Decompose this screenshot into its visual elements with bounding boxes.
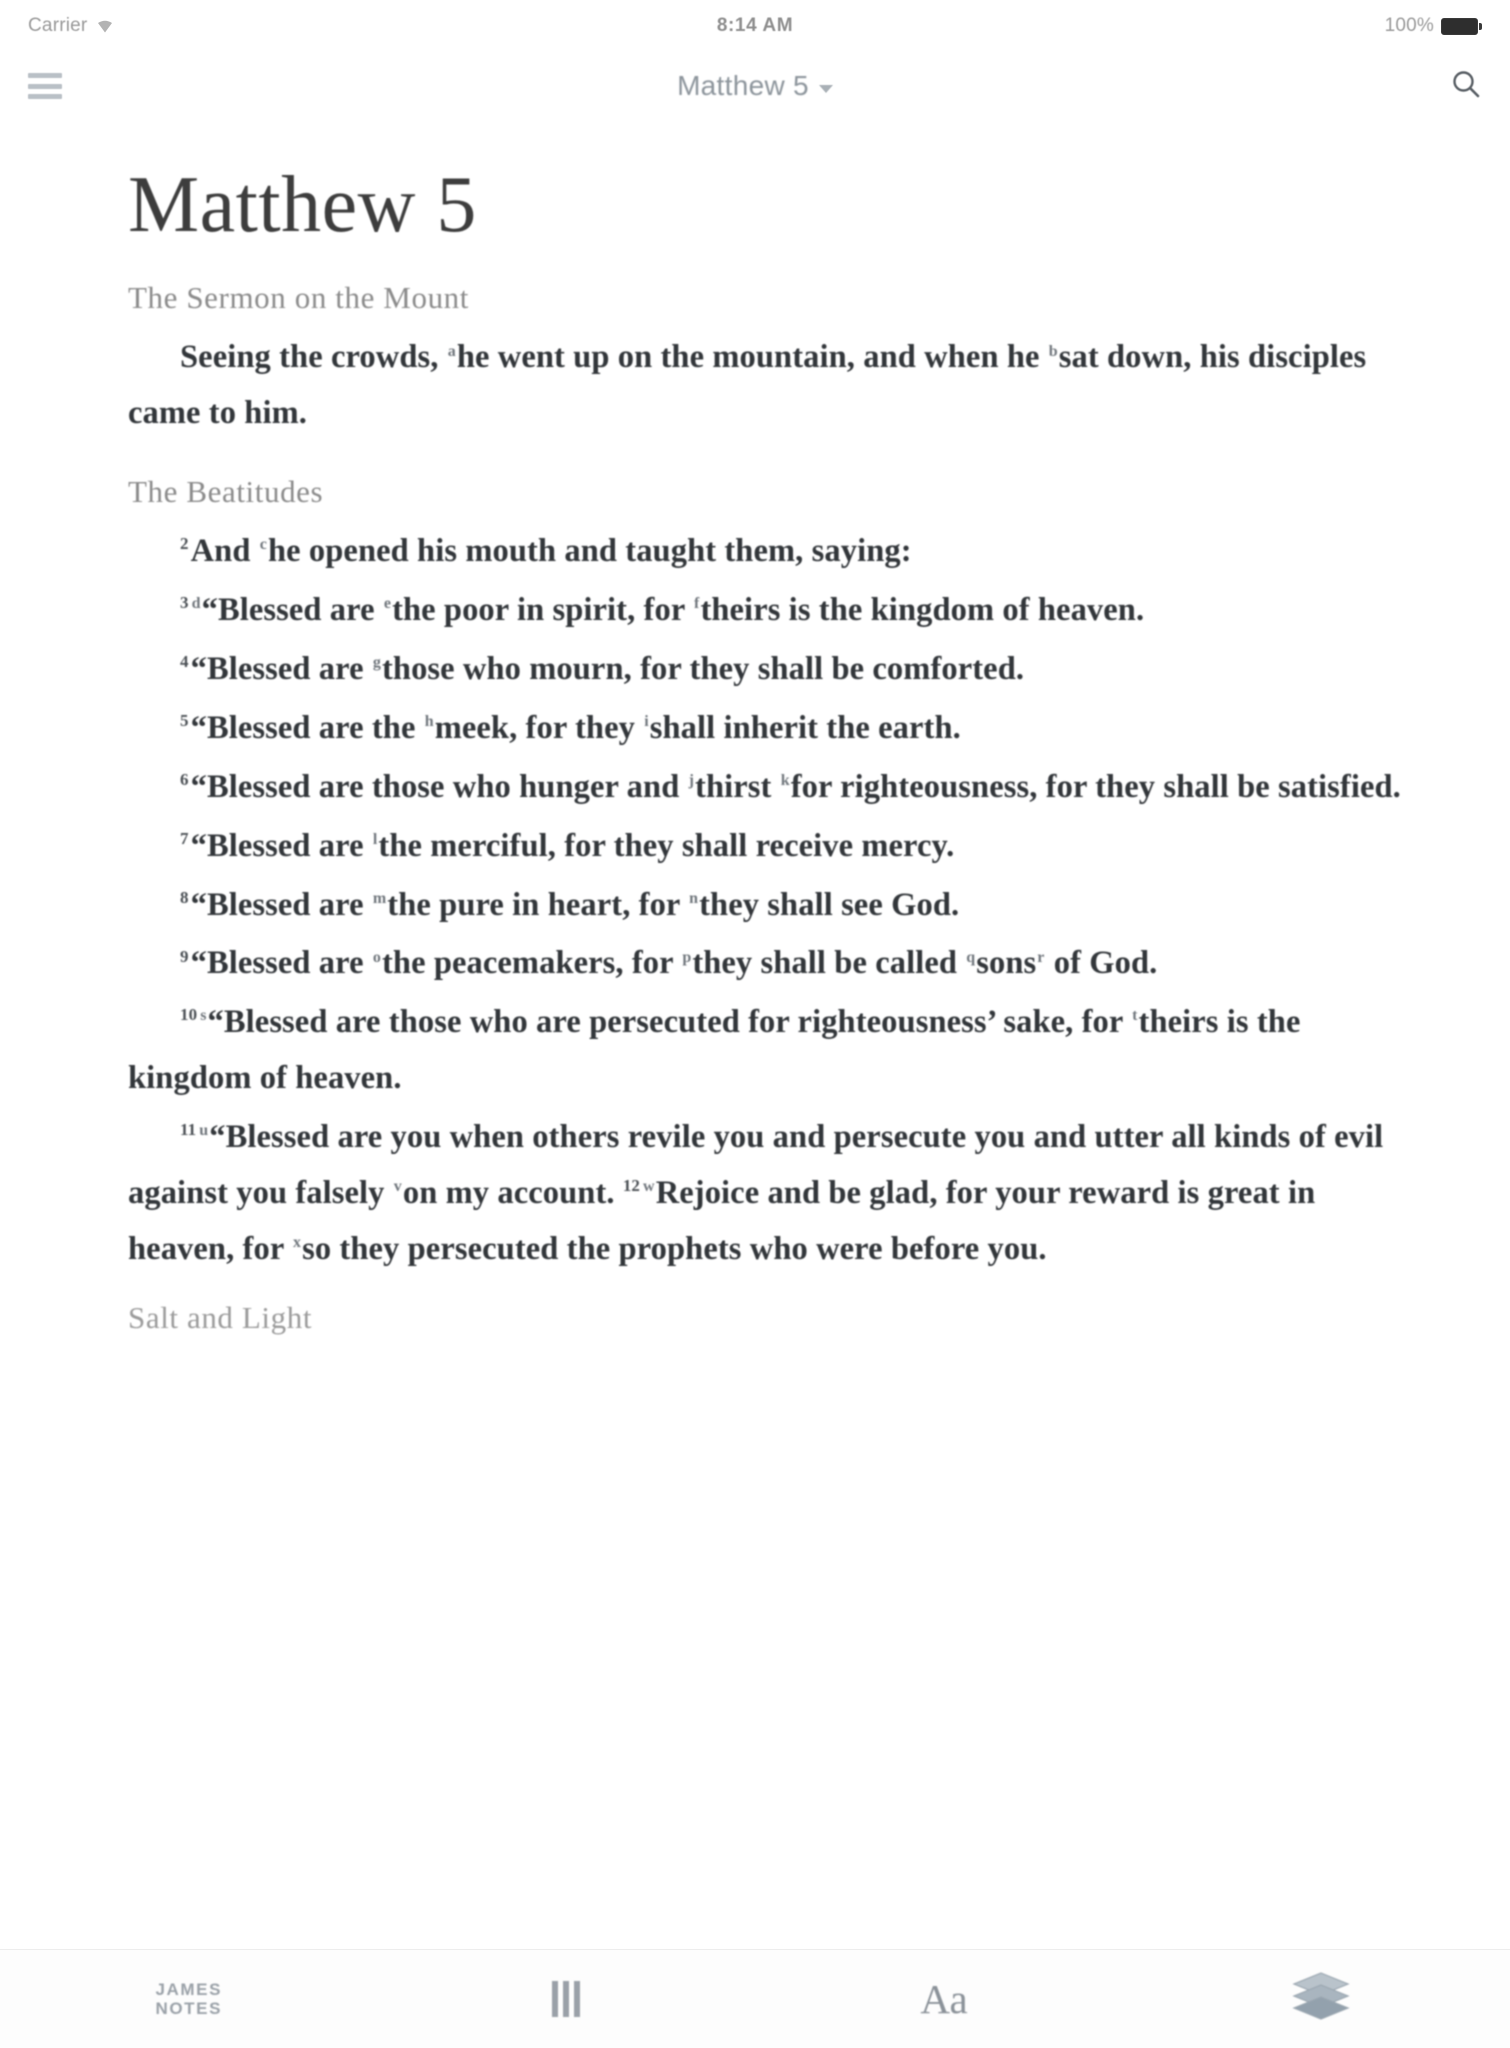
verse-text: the peacemakers, for bbox=[381, 945, 682, 982]
verse-text: Seeing the crowds, bbox=[180, 339, 447, 376]
verse-text: “Blessed are bbox=[190, 886, 372, 923]
cross-reference-marker: w bbox=[643, 1178, 655, 1196]
verse-number: 3 bbox=[180, 593, 189, 613]
cross-reference-marker: t bbox=[1132, 1007, 1138, 1025]
cross-reference-marker: h bbox=[424, 713, 434, 731]
verse-text: meek, for they bbox=[434, 709, 644, 746]
cross-reference-marker: i bbox=[644, 713, 649, 731]
cross-reference-marker: b bbox=[1048, 342, 1058, 360]
verse-text: theirs is the kingdom of heaven. bbox=[700, 592, 1145, 629]
cross-reference-marker: f bbox=[694, 595, 700, 613]
text-settings-button[interactable] bbox=[755, 1950, 1133, 2048]
bottom-toolbar bbox=[0, 1949, 1510, 2048]
verse-paragraph[interactable] bbox=[128, 878, 1410, 934]
verse-text: for righteousness, for they shall be satisfied. bbox=[790, 768, 1401, 805]
status-bar-right bbox=[1002, 15, 1482, 37]
verse-text: those who mourn, for they shall be comforted. bbox=[381, 650, 1025, 687]
cross-reference-marker: u bbox=[199, 1122, 209, 1140]
cross-reference-marker: q bbox=[966, 948, 976, 966]
notes-icon-line2: NOTES bbox=[155, 1999, 223, 2018]
verse-text: he went up on the mountain, and when he bbox=[456, 339, 1048, 376]
verse-paragraph[interactable] bbox=[128, 760, 1410, 816]
verse-text: of God. bbox=[1045, 945, 1158, 982]
verse-number: 11 bbox=[180, 1120, 197, 1140]
text-size-icon: Aa bbox=[920, 1976, 968, 2022]
verse-number: 10 bbox=[180, 1005, 198, 1025]
next-section-heading: Salt and Light bbox=[128, 1299, 313, 1335]
verse-paragraph[interactable] bbox=[128, 819, 1410, 875]
nav-right-group bbox=[1220, 68, 1482, 105]
search-icon[interactable] bbox=[1450, 68, 1482, 105]
verse-number: 12 bbox=[622, 1176, 641, 1196]
verse-text: Rejoice and be glad, for your reward is great in heaven, for bbox=[128, 1174, 1316, 1267]
verse-text: they shall see God. bbox=[699, 886, 960, 923]
cross-reference-marker: a bbox=[447, 342, 456, 360]
verse-text: And bbox=[190, 533, 259, 570]
hamburger-menu-icon[interactable] bbox=[28, 73, 62, 99]
verse-text: “Blessed are bbox=[190, 827, 372, 864]
cross-reference-marker: l bbox=[372, 830, 378, 848]
scripture-content[interactable] bbox=[0, 120, 1510, 1990]
cross-reference-marker: g bbox=[372, 654, 381, 672]
cross-reference-marker: d bbox=[191, 595, 201, 613]
layers-icon bbox=[1290, 1971, 1352, 2028]
cross-reference-marker: v bbox=[393, 1178, 402, 1196]
carrier-label: Carrier bbox=[28, 15, 88, 36]
verse-paragraph[interactable] bbox=[128, 995, 1410, 1107]
verse-paragraph[interactable] bbox=[128, 583, 1410, 639]
verse-text: “Blessed are those who hunger and bbox=[190, 768, 688, 805]
verse-text: they shall be called bbox=[692, 945, 966, 982]
clock-label: 8:14 AM bbox=[716, 15, 794, 36]
battery-full-icon bbox=[1441, 18, 1482, 35]
cross-reference-marker: c bbox=[259, 536, 267, 554]
navigation-bar bbox=[0, 52, 1510, 120]
verse-number: 6 bbox=[180, 769, 189, 789]
verse-text: shall inherit the earth. bbox=[649, 709, 961, 746]
verse-text: so they persecuted the prophets who were before you. bbox=[302, 1230, 1047, 1267]
chapter-selector[interactable] bbox=[290, 70, 1221, 102]
verse-text: sons bbox=[976, 945, 1037, 982]
cross-reference-marker: e bbox=[383, 595, 392, 613]
cross-reference-marker: s bbox=[200, 1007, 207, 1025]
verse-paragraph[interactable] bbox=[128, 701, 1410, 757]
columns-icon bbox=[552, 1981, 580, 2017]
page-title: Matthew 5 bbox=[128, 161, 477, 249]
study-notes-button[interactable] bbox=[0, 1950, 378, 2048]
cross-reference-marker: m bbox=[372, 889, 387, 907]
verse-number: 9 bbox=[180, 946, 189, 966]
verse-number: 4 bbox=[180, 652, 189, 672]
verse-text: sat down, his disciples came to him. bbox=[128, 339, 1367, 432]
cross-reference-marker: k bbox=[780, 771, 790, 789]
verse-text: “Blessed are those who are persecuted for righteousness’ sake, for bbox=[207, 1004, 1132, 1041]
verse-text: “Blessed are bbox=[201, 592, 383, 629]
layers-button[interactable] bbox=[1133, 1950, 1510, 2048]
status-bar-left bbox=[28, 15, 508, 37]
verse-text: on my account. bbox=[402, 1174, 623, 1211]
wifi-icon bbox=[95, 18, 115, 34]
verse-text: theirs is the kingdom of heaven. bbox=[128, 1004, 1301, 1097]
nav-title: Matthew 5 bbox=[677, 70, 809, 101]
verse-text: “Blessed are bbox=[190, 945, 372, 982]
verse-text: thirst bbox=[695, 768, 780, 805]
verse-text: the pure in heart, for bbox=[387, 886, 689, 923]
cross-reference-marker: n bbox=[689, 889, 699, 907]
verse-number: 5 bbox=[180, 711, 189, 731]
battery-percent-label: 100% bbox=[1384, 15, 1434, 36]
chevron-down-icon bbox=[819, 85, 833, 93]
status-bar bbox=[0, 0, 1510, 52]
columns-button[interactable] bbox=[378, 1950, 756, 2048]
status-bar-center bbox=[508, 15, 1002, 37]
cross-reference-marker: o bbox=[372, 948, 381, 966]
verse-text: the merciful, for they shall receive mercy. bbox=[378, 827, 955, 864]
verse-paragraph[interactable] bbox=[128, 642, 1410, 698]
cross-reference-marker: r bbox=[1037, 948, 1045, 966]
verse-text: “Blessed are the bbox=[190, 709, 424, 746]
cross-reference-marker: p bbox=[682, 948, 692, 966]
verse-paragraph[interactable] bbox=[128, 1110, 1410, 1278]
verse-text: the poor in spirit, for bbox=[392, 592, 693, 629]
verse-paragraph[interactable] bbox=[128, 524, 1410, 580]
notes-icon bbox=[155, 1980, 222, 2018]
verse-text: “Blessed are bbox=[190, 650, 372, 687]
verse-text: he opened his mouth and taught them, saying: bbox=[267, 533, 912, 570]
sections-host bbox=[128, 280, 1410, 1277]
verse-number: 2 bbox=[180, 534, 189, 554]
cross-reference-marker: j bbox=[688, 771, 695, 789]
verse-number: 8 bbox=[180, 887, 189, 907]
notes-icon-line1: JAMES bbox=[155, 1979, 223, 1999]
verse-number: 7 bbox=[180, 828, 189, 848]
section-heading: The Beatitudes bbox=[128, 474, 324, 510]
section-heading: The Sermon on the Mount bbox=[128, 280, 469, 316]
verse-paragraph[interactable] bbox=[128, 936, 1410, 992]
verse-text: “Blessed are you when others revile you and persecute you and utter all kinds of evil against you falsely bbox=[128, 1119, 1384, 1211]
verse-paragraph[interactable] bbox=[128, 330, 1410, 442]
cross-reference-marker: x bbox=[293, 1234, 302, 1252]
nav-left-group bbox=[28, 73, 290, 99]
